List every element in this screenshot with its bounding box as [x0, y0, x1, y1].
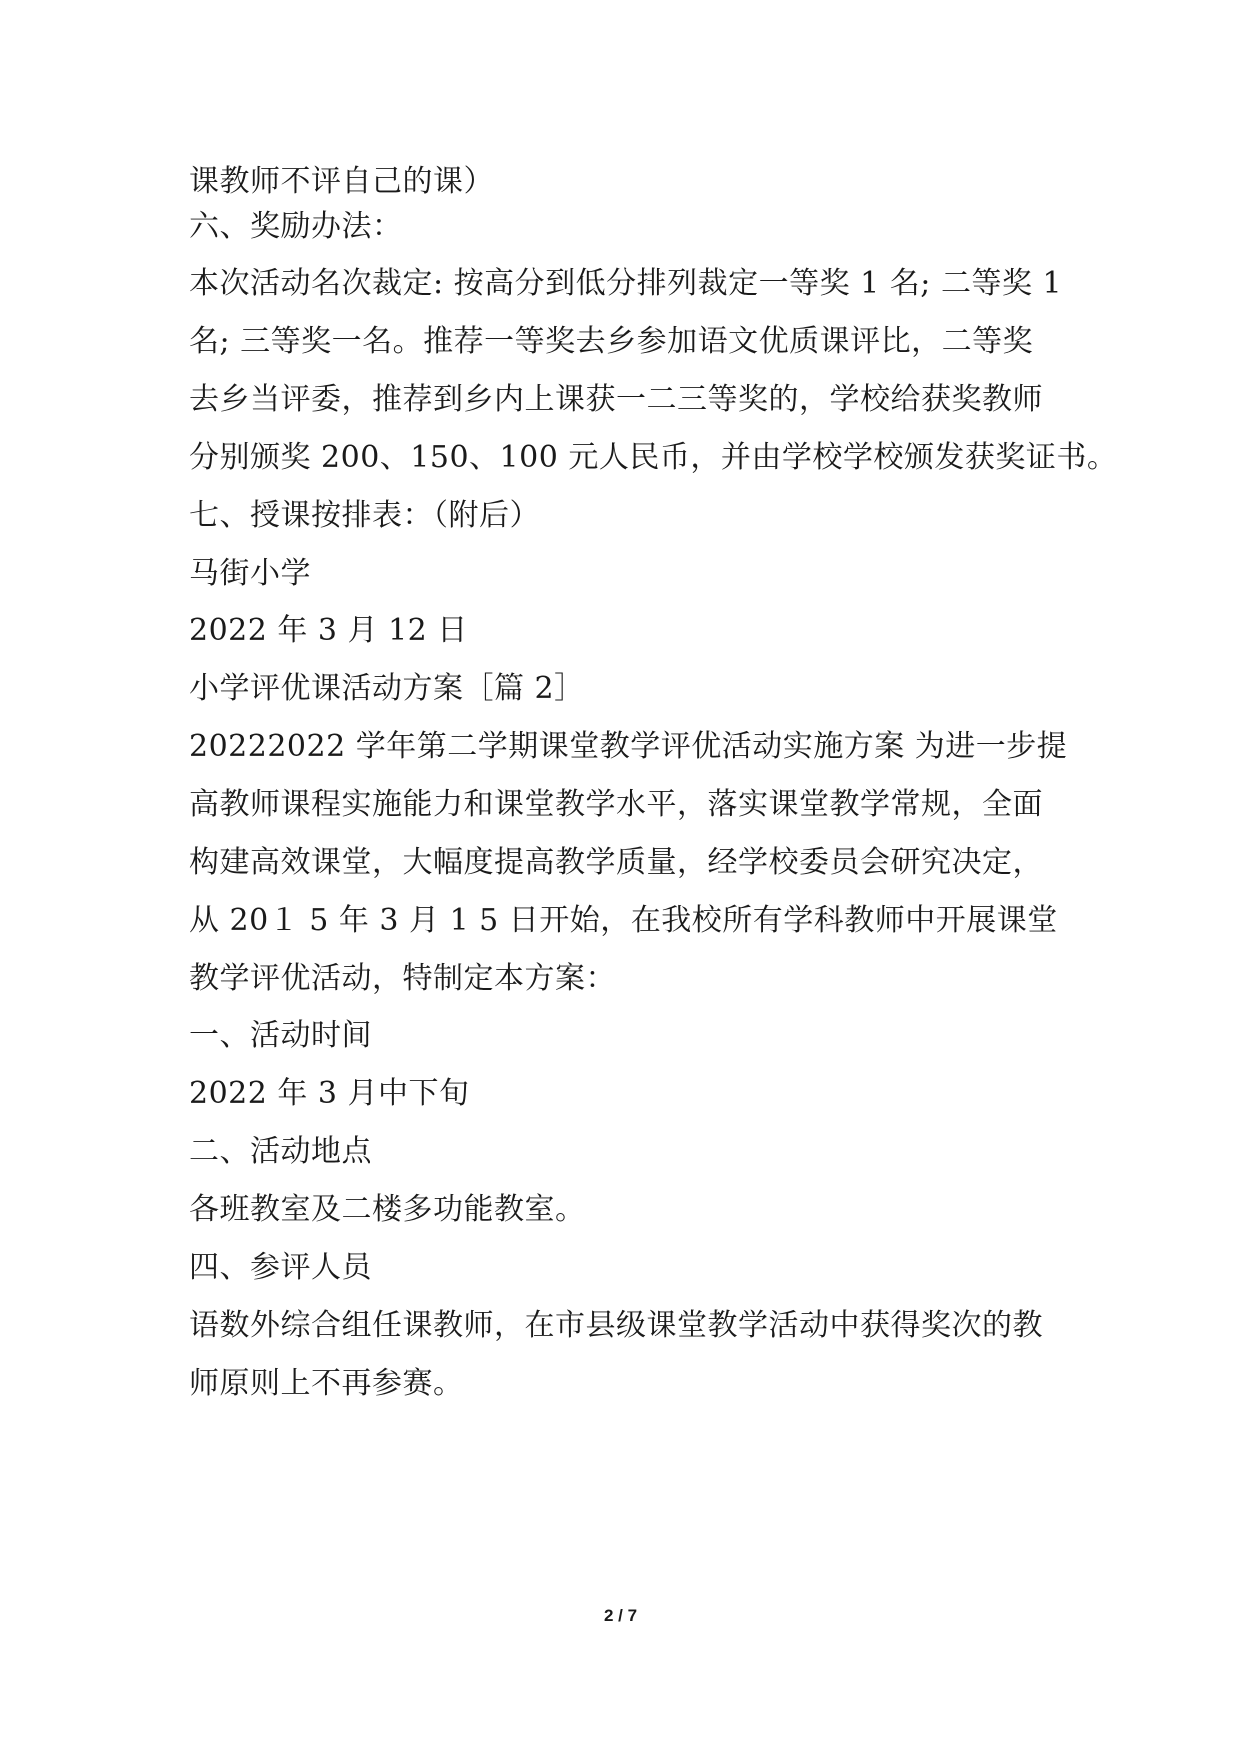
document-date: 2022 年 3 月 12 日 [189, 613, 468, 648]
section-heading-schedule: 七、授课按排表：（附后） [189, 498, 540, 533]
section-heading-location: 二、活动地点 [189, 1134, 372, 1169]
article-title: 小学评优课活动方案［篇 2］ [189, 671, 585, 706]
text-line: 语数外综合组任课教师，在市县级课堂教学活动中获得奖次的教 [189, 1308, 1043, 1343]
text-line: 各班教室及二楼多功能教室。 [189, 1192, 586, 1227]
page-number: 2 / 7 [603, 1606, 638, 1625]
section-heading-participants: 四、参评人员 [189, 1250, 372, 1285]
school-name: 马街小学 [189, 556, 311, 591]
text-line: 本次活动名次裁定: 按高分到低分排列裁定一等奖 1 名; 二等奖 1 [189, 266, 1063, 301]
text-line: 师原则上不再参赛。 [189, 1366, 464, 1401]
section-heading-time: 一、活动时间 [189, 1018, 372, 1053]
text-line: 20222022 学年第二学期课堂教学评优活动实施方案 为进一步提 [189, 729, 1068, 764]
text-line: 去乡当评委，推荐到乡内上课获一二三等奖的，学校给获奖教师 [189, 382, 1043, 417]
text-line: 2022 年 3 月中下旬 [189, 1076, 470, 1111]
section-heading-rewards: 六、奖励办法： [189, 209, 403, 244]
text-line: 从 20１ 5 年 3 月 1 5 日开始，在我校所有学科教师中开展课堂 [189, 903, 1058, 938]
text-line: 分别颁奖 200、150、100 元人民币，并由学校学校颁发获奖证书。 [189, 440, 1118, 475]
text-line: 构建高效课堂，大幅度提高教学质量，经学校委员会研究决定， [189, 845, 1043, 880]
text-line: 高教师课程实施能力和课堂教学水平，落实课堂教学常规，全面 [189, 787, 1043, 822]
text-line: 教学评优活动，特制定本方案： [189, 961, 616, 996]
text-line: 课教师不评自己的课） [189, 164, 494, 199]
text-line: 名; 三等奖一名。推荐一等奖去乡参加语文优质课评比，二等奖 [189, 324, 1034, 359]
